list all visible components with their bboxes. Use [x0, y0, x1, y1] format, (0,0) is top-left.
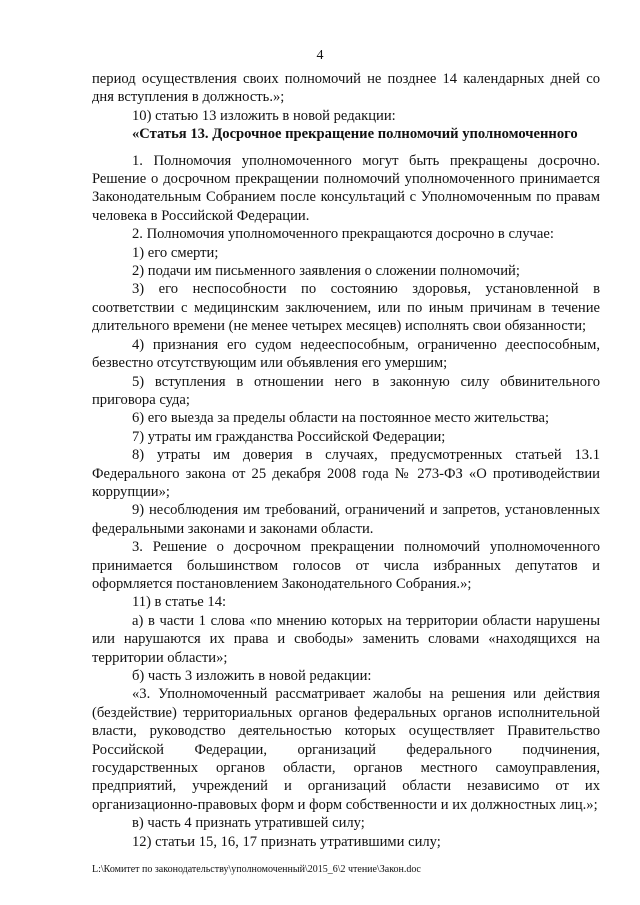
paragraph-term-end: период осуществления своих полномочий не позднее 14 календарных дней со дня вступления в должность.»;	[92, 71, 600, 106]
paragraph-item-11-v: в) часть 4 признать утратившей силу;	[132, 815, 365, 832]
paragraph-13-part-3: 3. Решение о досрочном прекращении полномочий уполномоченного принимается большинством голосов от числа избранных депутатов и оформляется постановлением Законодательного Собрания.»;	[92, 539, 600, 592]
list-item-8: 8) утраты им доверия в случаях, предусмотренных статьей 13.1 Федерального закона от 25 декабря 2008 года № 273-ФЗ «О противодействии коррупции»;	[92, 447, 600, 500]
paragraph-13-part-1: 1. Полномочия уполномоченного могут быть прекращены досрочно. Решение о досрочном прекращении полномочий уполномоченного принимается Законодательным Собранием после консультаций с Уполномоченным по правам человека в Российской Федерации.	[92, 152, 600, 224]
paragraph-14-part-3: «3. Уполномоченный рассматривает жалобы на решения или действия (бездействие) территориальных органов федеральных органов исполнительной власти, руководство деятельностью которых осуществляет Правительство Российской Федерации, организаций федерального подчинения, государственных органов области, органов местного самоуправления, предприятий, учреждений и организаций области независимо от их организационно-правовых форм и форм собственности и их должностных лиц.»;	[92, 686, 600, 813]
paragraph-item-10: 10) статью 13 изложить в новой редакции:	[132, 107, 396, 124]
list-item-5: 5) вступления в отношении него в законную силу обвинительного приговора суда;	[92, 373, 600, 408]
paragraph-item-12: 12) статьи 15, 16, 17 признать утратившими силу;	[132, 833, 441, 850]
list-item-2: 2) подачи им письменного заявления о сложении полномочий;	[132, 263, 520, 280]
paragraph-item-11: 11) в статье 14:	[132, 594, 227, 611]
list-item-7: 7) утраты им гражданства Российской Федерации;	[132, 428, 446, 445]
list-item-3: 3) его неспособности по состоянию здоровья, установленной в соответствии с медицинским заключением, или по иным причинам в течение длительного времени (не менее четырех месяцев) исполнять свои обязанности;	[92, 281, 600, 335]
document-body	[92, 70, 600, 851]
article-13-heading: «Статья 13. Досрочное прекращение полномочий уполномоченного	[132, 126, 578, 143]
paragraph-13-part-2: 2. Полномочия уполномоченного прекращаются досрочно в случае:	[132, 226, 554, 243]
page-number: 4	[316, 48, 324, 63]
file-path-footer: L:\Комитет по законодательству\уполномоченный\2015_6\2 чтение\Закон.doc	[92, 864, 421, 875]
list-item-9: 9) несоблюдения им требований, ограничений и запретов, установленных федеральными законами и законами области.	[92, 502, 600, 537]
paragraph-item-11-b: б) часть 3 изложить в новой редакции:	[132, 668, 372, 684]
paragraph-item-11-a: а) в части 1 слова «по мнению которых на территории области нарушены или нарушаются их права и свободы» заменить словами «находящихся на территории области»;	[92, 612, 600, 666]
list-item-4: 4) признания его судом недееспособным, ограниченно дееспособным, безвестно отсутствующим или объявления его умершим;	[92, 336, 600, 372]
list-item-1: 1) его смерти;	[132, 244, 219, 261]
list-item-6: 6) его выезда за пределы области на постоянное место жительства;	[132, 410, 550, 427]
